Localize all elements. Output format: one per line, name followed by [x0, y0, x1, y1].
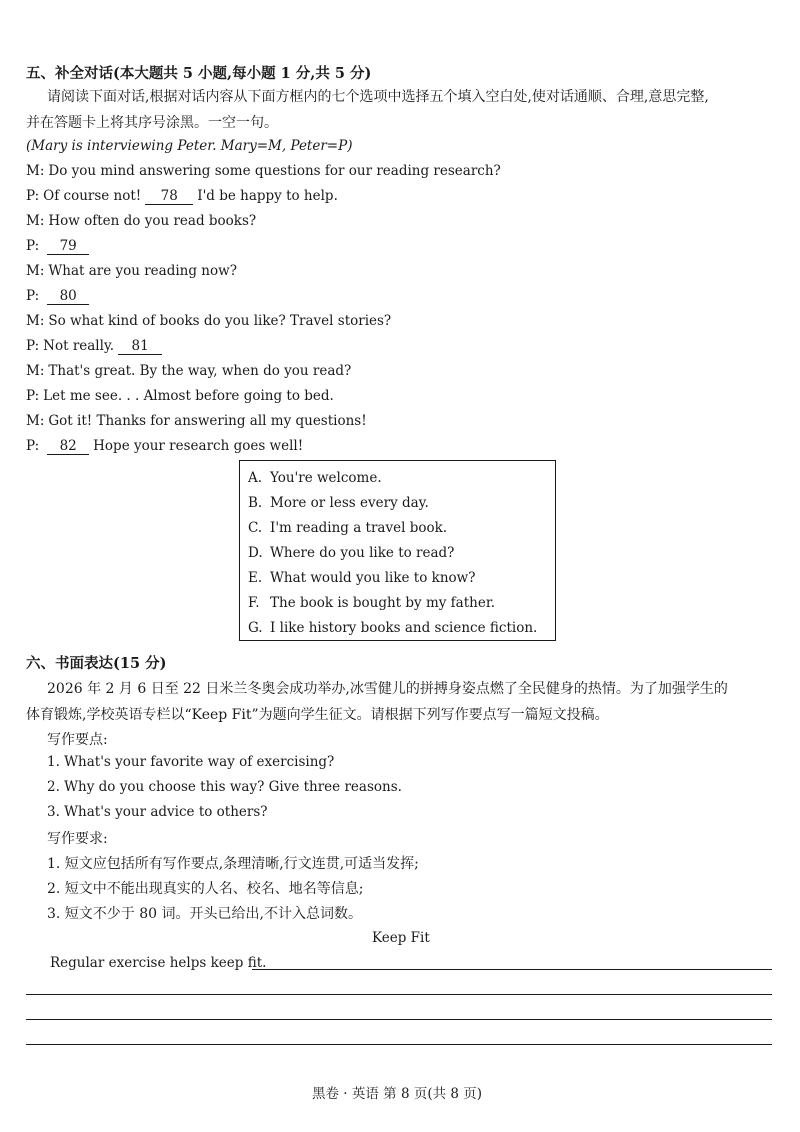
writing-point: 2. Why do you choose this way? Give three reasons. [47, 779, 402, 795]
writing-requirements-heading: 写作要求: [47, 831, 108, 847]
option-text: What would you like to know? [270, 570, 476, 586]
dialogue-text: Do you mind answering some questions for our reading research? [48, 163, 501, 179]
writing-points-heading: 写作要点: [47, 732, 108, 748]
answer-blank[interactable]: 79 [47, 238, 89, 255]
dialogue-line [26, 188, 338, 205]
dialogue-text: Let me see. . . Almost before going to bed. [43, 388, 334, 404]
writing-line-1[interactable] [252, 969, 772, 970]
dialogue-line [26, 163, 501, 179]
option-item [248, 620, 537, 636]
dialogue-text: Not really. [43, 338, 115, 354]
answer-blank[interactable]: 82 [47, 438, 89, 455]
section6-title: 六、书面表达(15 分) [26, 655, 167, 672]
dialogue-text: Got it! Thanks for answering all my questions! [48, 413, 367, 429]
dialogue-text: What are you reading now? [48, 263, 237, 279]
option-item [248, 570, 475, 586]
dialogue-line [26, 213, 256, 229]
dialogue-text: How often do you read books? [48, 213, 257, 229]
writing-requirement: 1. 短文应包括所有写作要点,条理清晰,行文连贯,可适当发挥; [47, 856, 419, 872]
option-letter: C. [248, 520, 263, 536]
option-letter: G. [248, 620, 263, 636]
option-letter: B. [248, 495, 263, 511]
dialogue-line [26, 338, 166, 355]
answer-blank[interactable]: 81 [118, 338, 162, 355]
dialogue-text: That's great. By the way, when do you read? [48, 363, 352, 379]
option-item [248, 595, 495, 611]
option-item [248, 495, 429, 511]
page-footer: 黑卷 · 英语 第 8 页(共 8 页) [312, 1086, 483, 1102]
section5-instruction-line1: 请阅读下面对话,根据对话内容从下面方框内的七个选项中选择五个填入空白处,使对话通顺、合理,意思完整, [47, 89, 709, 105]
dialogue-line [26, 288, 93, 305]
answer-blank[interactable]: 78 [145, 188, 193, 205]
speaker-label: M: [26, 363, 45, 379]
dialogue-text: Of course not! [43, 188, 142, 204]
option-text: The book is bought by my father. [270, 595, 496, 611]
option-text: You're welcome. [270, 470, 382, 486]
section6-para-line2: 体育锻炼,学校英语专栏以“Keep Fit”为题向学生征文。请根据下列写作要点写一篇短文投稿。 [26, 707, 609, 723]
answer-blank[interactable]: 80 [47, 288, 89, 305]
speaker-label: M: [26, 413, 45, 429]
essay-title: Keep Fit [372, 930, 430, 946]
dialogue-text: Hope your research goes well! [93, 438, 304, 454]
writing-line-4[interactable] [26, 1044, 772, 1045]
dialogue-line [26, 238, 93, 255]
option-letter: E. [248, 570, 263, 586]
option-letter: A. [248, 470, 263, 486]
option-letter: F. [248, 595, 260, 611]
dialogue-line [26, 263, 237, 279]
writing-requirement: 3. 短文不少于 80 词。开头已给出,不计入总词数。 [47, 906, 362, 922]
speaker-label: P: [26, 338, 40, 354]
option-item [248, 545, 454, 561]
speaker-label: M: [26, 163, 45, 179]
dialogue-text: I'd be happy to help. [197, 188, 338, 204]
speaker-label: P: [26, 238, 40, 254]
option-text: I like history books and science fiction. [270, 620, 538, 636]
writing-point: 1. What's your favorite way of exercising? [47, 754, 335, 770]
speaker-label: M: [26, 263, 45, 279]
option-text: Where do you like to read? [270, 545, 455, 561]
essay-start: Regular exercise helps keep fit. [50, 955, 267, 971]
dialogue-line [26, 413, 367, 429]
section5-title: 五、补全对话(本大题共 5 小题,每小题 1 分,共 5 分) [26, 65, 372, 82]
speaker-label: M: [26, 213, 45, 229]
speaker-label: P: [26, 438, 40, 454]
writing-point: 3. What's your advice to others? [47, 804, 268, 820]
option-text: More or less every day. [270, 495, 429, 511]
speaker-label: M: [26, 313, 45, 329]
dialogue-line [26, 313, 391, 329]
writing-requirement: 2. 短文中不能出现真实的人名、校名、地名等信息; [47, 881, 364, 897]
dialogue-note: (Mary is interviewing Peter. Mary=M, Peter=P) [26, 138, 353, 154]
option-item [248, 470, 382, 486]
speaker-label: P: [26, 388, 40, 404]
section5-instruction-line2: 并在答题卡上将其序号涂黑。一空一句。 [26, 115, 278, 131]
dialogue-line [26, 363, 351, 379]
options-box [239, 460, 556, 641]
writing-line-2[interactable] [26, 994, 772, 995]
option-letter: D. [248, 545, 263, 561]
section6-para-line1: 2026 年 2 月 6 日至 22 日米兰冬奥会成功举办,冰雪健儿的拼搏身姿点燃了全民健身的热情。为了加强学生的 [47, 681, 728, 697]
writing-line-3[interactable] [26, 1019, 772, 1020]
speaker-label: P: [26, 188, 40, 204]
option-text: I'm reading a travel book. [270, 520, 448, 536]
speaker-label: P: [26, 288, 40, 304]
dialogue-text: So what kind of books do you like? Travel stories? [48, 313, 392, 329]
option-item [248, 520, 447, 536]
dialogue-line [26, 438, 303, 455]
dialogue-line [26, 388, 334, 404]
